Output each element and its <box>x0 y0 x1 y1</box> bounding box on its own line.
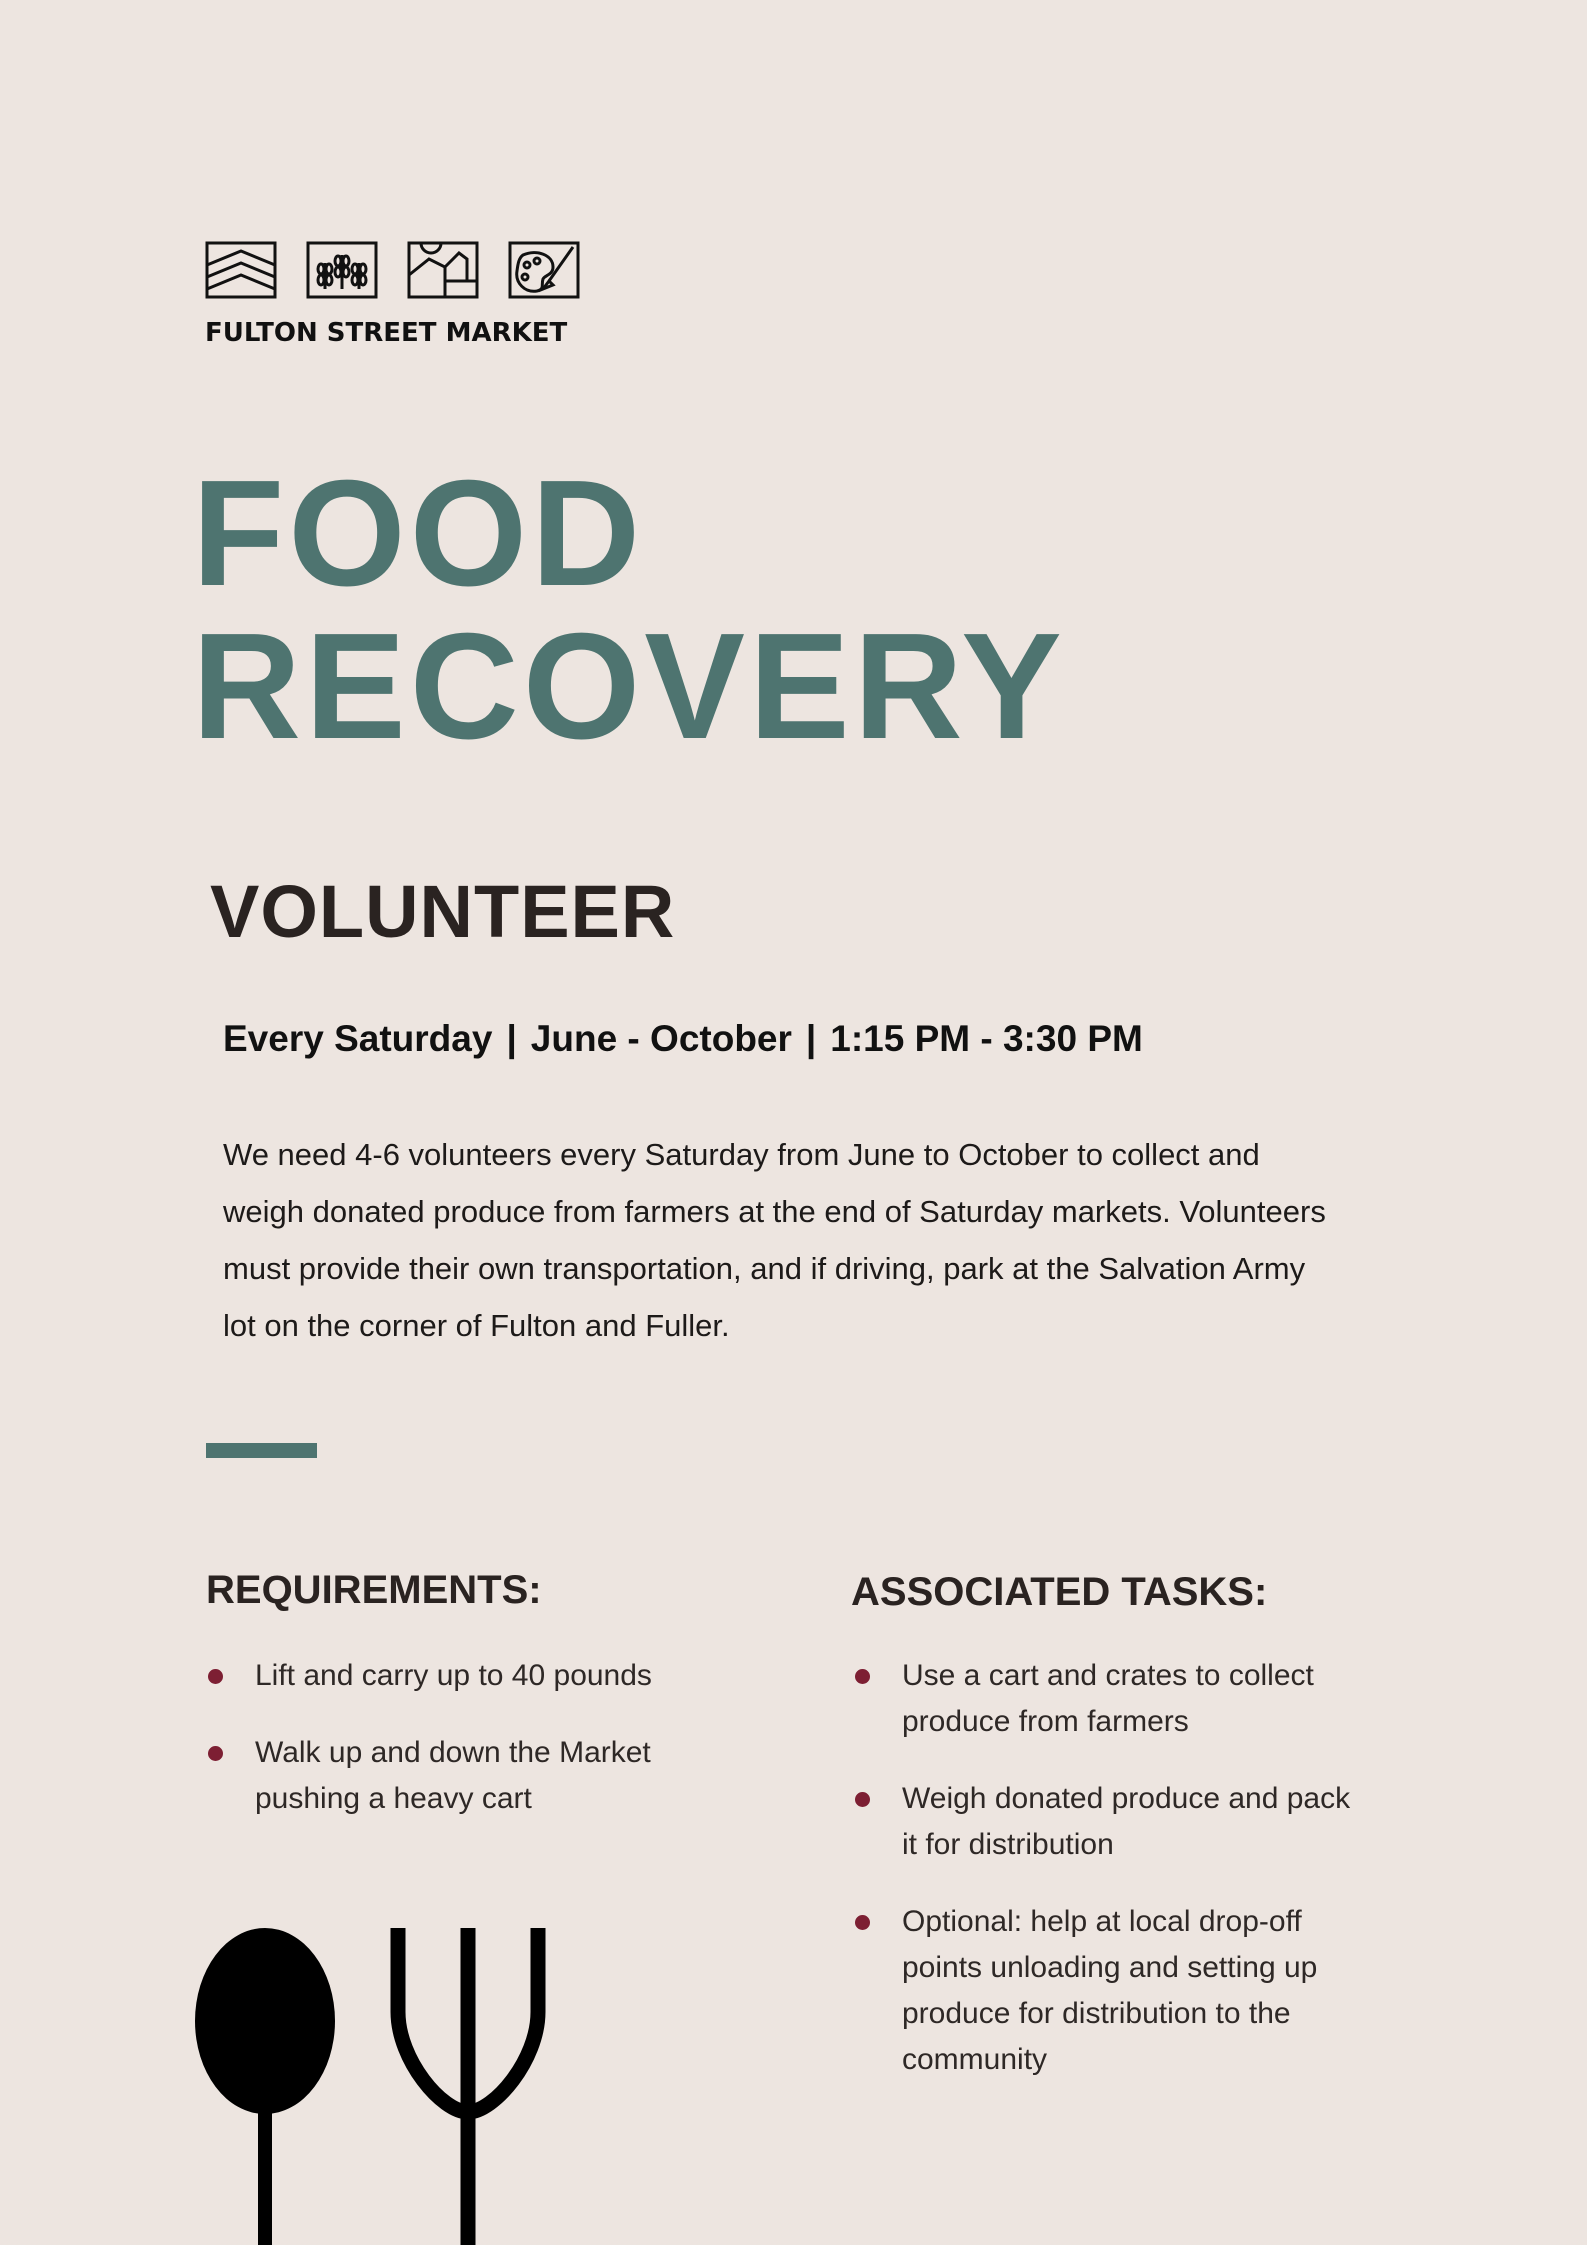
title-line-2: RECOVERY <box>192 601 1066 770</box>
schedule-day: Every Saturday <box>223 1018 493 1059</box>
schedule-time: 1:15 PM - 3:30 PM <box>830 1018 1143 1059</box>
list-item-text: Lift and carry up to 40 pounds <box>255 1659 652 1692</box>
bullet-icon <box>855 1792 870 1807</box>
spoon-icon <box>195 1928 335 2245</box>
description-paragraph: We need 4-6 volunteers every Saturday from June to October to collect and weigh donated produce from farmers at the end of Saturday markets. Volunteers must provide their own transportation, and if driving, park at the Salvation Army lot on the corner of Fulton and Fuller. <box>223 1137 1326 1343</box>
tasks-heading: ASSOCIATED TASKS: <box>851 1570 1268 1614</box>
bullet-icon <box>208 1746 223 1761</box>
landscape-icon <box>409 243 477 297</box>
page-title <box>192 448 1066 770</box>
list-item <box>206 1653 726 1699</box>
requirements-heading: REQUIREMENTS: <box>206 1568 542 1612</box>
tasks-list <box>853 1653 1373 2114</box>
utensils-illustration <box>190 1920 560 2245</box>
title-line-1: FOOD <box>192 448 645 617</box>
palette-brush-icon <box>510 243 578 297</box>
schedule-separator: | <box>805 1018 817 1059</box>
list-item <box>206 1730 726 1822</box>
schedule-separator: | <box>506 1018 517 1059</box>
requirements-list <box>206 1653 726 1853</box>
fork-icon <box>398 1928 538 2245</box>
list-item-text: Optional: help at local drop-off points unloading and setting up produce for distribution to the community <box>902 1905 1318 2076</box>
list-item <box>853 1776 1373 1868</box>
list-item-text: Walk up and down the Market pushing a heavy cart <box>255 1736 651 1815</box>
schedule-months: June - October <box>530 1018 792 1059</box>
list-item-text: Weigh donated produce and pack it for distribution <box>902 1782 1351 1861</box>
wheat-icon <box>308 243 376 297</box>
chevron-layers-icon <box>207 243 275 297</box>
list-item-text: Use a cart and crates to collect produce from farmers <box>902 1659 1314 1738</box>
brand-name: FULTON STREET MARKET <box>205 318 568 348</box>
page-subtitle: VOLUNTEER <box>210 870 676 953</box>
list-item <box>853 1899 1373 2083</box>
list-item <box>853 1653 1373 1745</box>
section-divider <box>206 1443 317 1458</box>
brand-logo <box>205 241 580 299</box>
bullet-icon <box>855 1915 870 1930</box>
bullet-icon <box>855 1669 870 1684</box>
schedule-line <box>223 1018 1143 1060</box>
bullet-icon <box>208 1669 223 1684</box>
